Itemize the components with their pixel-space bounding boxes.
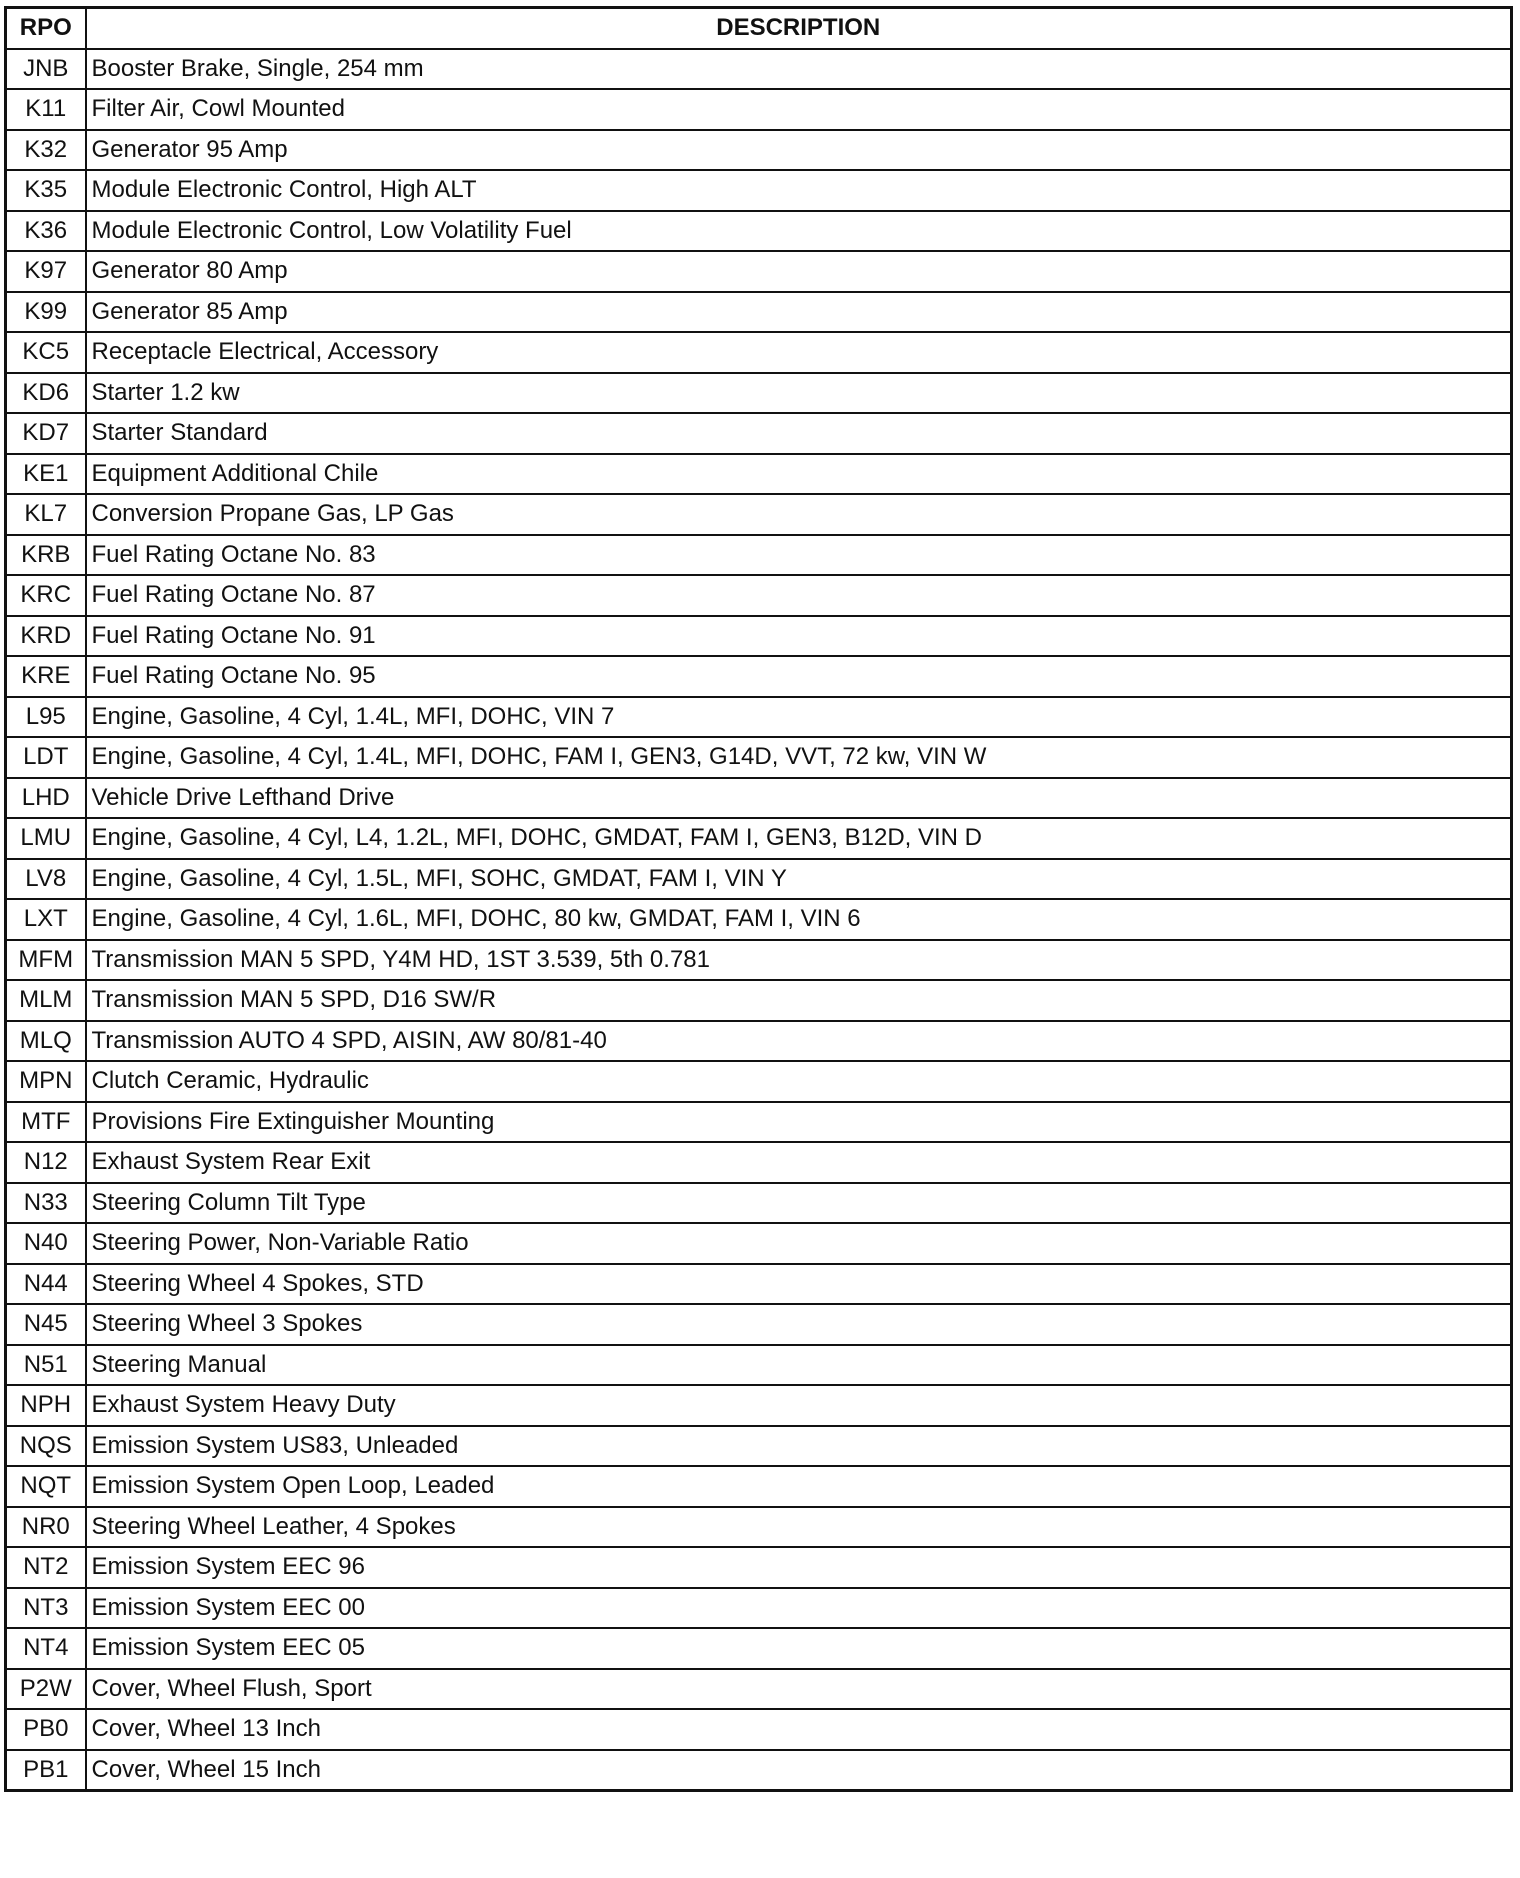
rpo-code-cell: KD7	[6, 413, 86, 454]
description-cell: Clutch Ceramic, Hydraulic	[86, 1061, 1512, 1102]
rpo-code-cell: N12	[6, 1142, 86, 1183]
table-row	[6, 818, 1512, 859]
description-cell: Cover, Wheel 15 Inch	[86, 1750, 1512, 1791]
table-row	[6, 1426, 1512, 1467]
rpo-code-cell: NR0	[6, 1507, 86, 1548]
table-row	[6, 1507, 1512, 1548]
description-cell: Cover, Wheel 13 Inch	[86, 1709, 1512, 1750]
rpo-code-cell: MFM	[6, 940, 86, 981]
table-row	[6, 1750, 1512, 1791]
rpo-code-cell: KL7	[6, 494, 86, 535]
table-row	[6, 1102, 1512, 1143]
description-cell: Engine, Gasoline, 4 Cyl, L4, 1.2L, MFI, DOHC, GMDAT, FAM I, GEN3, B12D, VIN D	[86, 818, 1512, 859]
rpo-code-cell: LMU	[6, 818, 86, 859]
table-row	[6, 940, 1512, 981]
table-row	[6, 332, 1512, 373]
description-column-header: DESCRIPTION	[86, 8, 1512, 49]
table-row	[6, 1183, 1512, 1224]
table-row	[6, 575, 1512, 616]
description-cell: Steering Wheel Leather, 4 Spokes	[86, 1507, 1512, 1548]
table-row	[6, 1385, 1512, 1426]
table-row	[6, 616, 1512, 657]
rpo-code-cell: N45	[6, 1304, 86, 1345]
table-body	[6, 49, 1512, 1791]
description-cell: Starter Standard	[86, 413, 1512, 454]
description-cell: Steering Column Tilt Type	[86, 1183, 1512, 1224]
table-row	[6, 251, 1512, 292]
description-cell: Engine, Gasoline, 4 Cyl, 1.4L, MFI, DOHC, VIN 7	[86, 697, 1512, 738]
table-row	[6, 899, 1512, 940]
rpo-code-cell: MTF	[6, 1102, 86, 1143]
description-cell: Transmission MAN 5 SPD, D16 SW/R	[86, 980, 1512, 1021]
table-row	[6, 656, 1512, 697]
description-cell: Exhaust System Heavy Duty	[86, 1385, 1512, 1426]
rpo-code-cell: MLQ	[6, 1021, 86, 1062]
description-cell: Transmission MAN 5 SPD, Y4M HD, 1ST 3.539, 5th 0.781	[86, 940, 1512, 981]
table-row	[6, 535, 1512, 576]
rpo-code-cell: PB1	[6, 1750, 86, 1791]
rpo-code-cell: KRC	[6, 575, 86, 616]
rpo-code-cell: K11	[6, 89, 86, 130]
description-cell: Provisions Fire Extinguisher Mounting	[86, 1102, 1512, 1143]
table-row	[6, 130, 1512, 171]
table-row	[6, 697, 1512, 738]
description-cell: Generator 85 Amp	[86, 292, 1512, 333]
rpo-code-cell: PB0	[6, 1709, 86, 1750]
table-header-row	[6, 8, 1512, 49]
table-row	[6, 1142, 1512, 1183]
table-row	[6, 1223, 1512, 1264]
rpo-code-cell: KE1	[6, 454, 86, 495]
rpo-code-cell: P2W	[6, 1669, 86, 1710]
description-cell: Engine, Gasoline, 4 Cyl, 1.5L, MFI, SOHC, GMDAT, FAM I, VIN Y	[86, 859, 1512, 900]
description-cell: Generator 95 Amp	[86, 130, 1512, 171]
table-row	[6, 1021, 1512, 1062]
rpo-code-cell: LXT	[6, 899, 86, 940]
rpo-code-cell: K35	[6, 170, 86, 211]
description-cell: Exhaust System Rear Exit	[86, 1142, 1512, 1183]
description-cell: Transmission AUTO 4 SPD, AISIN, AW 80/81-40	[86, 1021, 1512, 1062]
description-cell: Steering Power, Non-Variable Ratio	[86, 1223, 1512, 1264]
rpo-code-cell: NT3	[6, 1588, 86, 1629]
table-row	[6, 1264, 1512, 1305]
rpo-code-cell: KC5	[6, 332, 86, 373]
description-cell: Fuel Rating Octane No. 91	[86, 616, 1512, 657]
description-cell: Engine, Gasoline, 4 Cyl, 1.4L, MFI, DOHC, FAM I, GEN3, G14D, VVT, 72 kw, VIN W	[86, 737, 1512, 778]
table-row	[6, 1304, 1512, 1345]
description-cell: Engine, Gasoline, 4 Cyl, 1.6L, MFI, DOHC, 80 kw, GMDAT, FAM I, VIN 6	[86, 899, 1512, 940]
table-row	[6, 170, 1512, 211]
table-row	[6, 859, 1512, 900]
table-row	[6, 1345, 1512, 1386]
table-row	[6, 737, 1512, 778]
table-row	[6, 373, 1512, 414]
description-cell: Emission System EEC 00	[86, 1588, 1512, 1629]
description-cell: Emission System Open Loop, Leaded	[86, 1466, 1512, 1507]
description-cell: Receptacle Electrical, Accessory	[86, 332, 1512, 373]
table-row	[6, 494, 1512, 535]
table-row	[6, 1669, 1512, 1710]
rpo-code-cell: K97	[6, 251, 86, 292]
rpo-code-cell: KRB	[6, 535, 86, 576]
description-cell: Generator 80 Amp	[86, 251, 1512, 292]
description-cell: Emission System US83, Unleaded	[86, 1426, 1512, 1467]
description-cell: Cover, Wheel Flush, Sport	[86, 1669, 1512, 1710]
description-cell: Steering Manual	[86, 1345, 1512, 1386]
table-row	[6, 454, 1512, 495]
rpo-code-cell: NPH	[6, 1385, 86, 1426]
table-row	[6, 778, 1512, 819]
table-row	[6, 980, 1512, 1021]
description-cell: Fuel Rating Octane No. 95	[86, 656, 1512, 697]
description-cell: Booster Brake, Single, 254 mm	[86, 49, 1512, 90]
description-cell: Conversion Propane Gas, LP Gas	[86, 494, 1512, 535]
description-cell: Emission System EEC 96	[86, 1547, 1512, 1588]
description-cell: Fuel Rating Octane No. 87	[86, 575, 1512, 616]
description-cell: Module Electronic Control, High ALT	[86, 170, 1512, 211]
rpo-code-cell: MLM	[6, 980, 86, 1021]
table-row	[6, 413, 1512, 454]
rpo-code-cell: K32	[6, 130, 86, 171]
rpo-column-header: RPO	[6, 8, 86, 49]
rpo-code-cell: N40	[6, 1223, 86, 1264]
table-row	[6, 292, 1512, 333]
rpo-code-cell: NQT	[6, 1466, 86, 1507]
rpo-code-cell: NT2	[6, 1547, 86, 1588]
rpo-code-cell: LV8	[6, 859, 86, 900]
rpo-code-cell: LHD	[6, 778, 86, 819]
description-cell: Filter Air, Cowl Mounted	[86, 89, 1512, 130]
rpo-code-cell: KRE	[6, 656, 86, 697]
rpo-code-cell: L95	[6, 697, 86, 738]
table-row	[6, 49, 1512, 90]
table-row	[6, 1466, 1512, 1507]
table-row	[6, 1547, 1512, 1588]
rpo-code-cell: NT4	[6, 1628, 86, 1669]
rpo-code-cell: NQS	[6, 1426, 86, 1467]
table-row	[6, 1061, 1512, 1102]
description-cell: Fuel Rating Octane No. 83	[86, 535, 1512, 576]
description-cell: Steering Wheel 4 Spokes, STD	[86, 1264, 1512, 1305]
rpo-table	[4, 6, 1513, 1792]
description-cell: Module Electronic Control, Low Volatility Fuel	[86, 211, 1512, 252]
description-cell: Vehicle Drive Lefthand Drive	[86, 778, 1512, 819]
rpo-code-cell: KD6	[6, 373, 86, 414]
rpo-code-cell: JNB	[6, 49, 86, 90]
rpo-code-cell: KRD	[6, 616, 86, 657]
rpo-code-cell: MPN	[6, 1061, 86, 1102]
table-row	[6, 89, 1512, 130]
rpo-code-cell: N33	[6, 1183, 86, 1224]
table-row	[6, 211, 1512, 252]
rpo-code-cell: N44	[6, 1264, 86, 1305]
description-cell: Steering Wheel 3 Spokes	[86, 1304, 1512, 1345]
description-cell: Emission System EEC 05	[86, 1628, 1512, 1669]
description-cell: Equipment Additional Chile	[86, 454, 1512, 495]
table-row	[6, 1628, 1512, 1669]
table-row	[6, 1588, 1512, 1629]
rpo-code-cell: LDT	[6, 737, 86, 778]
description-cell: Starter 1.2 kw	[86, 373, 1512, 414]
rpo-code-cell: K36	[6, 211, 86, 252]
rpo-code-cell: N51	[6, 1345, 86, 1386]
rpo-code-cell: K99	[6, 292, 86, 333]
table-row	[6, 1709, 1512, 1750]
